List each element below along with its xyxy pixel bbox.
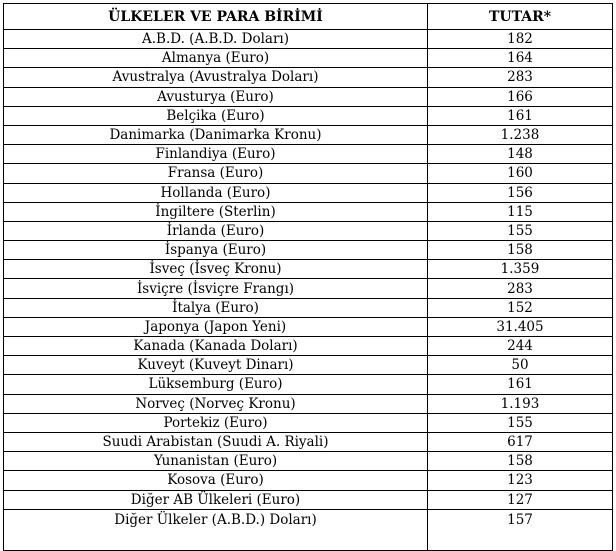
table-row xyxy=(4,509,613,550)
country-currency-cell: Japonya (Japon Yeni) xyxy=(4,317,428,336)
amount-cell: 155 xyxy=(428,221,613,240)
country-currency-cell: İsviçre (İsviçre Frangı) xyxy=(4,279,428,298)
table-row xyxy=(4,241,613,260)
amount-cell: 283 xyxy=(428,68,613,87)
table-row xyxy=(4,87,613,106)
country-currency-cell: Kosova (Euro) xyxy=(4,471,428,490)
amount-cell: 161 xyxy=(428,375,613,394)
currency-amount-table xyxy=(3,3,613,551)
amount-cell: 123 xyxy=(428,471,613,490)
amount-cell: 617 xyxy=(428,432,613,451)
table-row xyxy=(4,452,613,471)
table-row xyxy=(4,337,613,356)
table-row xyxy=(4,471,613,490)
table-row xyxy=(4,202,613,221)
amount-cell: 50 xyxy=(428,356,613,375)
amount-cell: 31.405 xyxy=(428,317,613,336)
country-currency-cell: Kanada (Kanada Doları) xyxy=(4,337,428,356)
amount-cell: 152 xyxy=(428,298,613,317)
amount-cell: 156 xyxy=(428,183,613,202)
country-currency-cell: Portekiz (Euro) xyxy=(4,413,428,432)
country-currency-cell: İsveç (İsveç Kronu) xyxy=(4,260,428,279)
amount-cell: 127 xyxy=(428,490,613,509)
amount-cell: 182 xyxy=(428,30,613,49)
table-row xyxy=(4,279,613,298)
table-row xyxy=(4,68,613,87)
country-currency-cell: Suudi Arabistan (Suudi A. Riyali) xyxy=(4,432,428,451)
country-currency-cell: Avusturya (Euro) xyxy=(4,87,428,106)
country-currency-cell: Belçika (Euro) xyxy=(4,106,428,125)
amount-cell: 1.238 xyxy=(428,125,613,144)
country-currency-cell: Kuveyt (Kuveyt Dinarı) xyxy=(4,356,428,375)
table-row xyxy=(4,145,613,164)
country-currency-cell: Norveç (Norveç Kronu) xyxy=(4,394,428,413)
table-row xyxy=(4,375,613,394)
amount-cell: 1.193 xyxy=(428,394,613,413)
table-row xyxy=(4,260,613,279)
header-row xyxy=(4,4,613,30)
amount-cell: 158 xyxy=(428,241,613,260)
table-row xyxy=(4,125,613,144)
table-row xyxy=(4,106,613,125)
country-currency-cell: Hollanda (Euro) xyxy=(4,183,428,202)
country-currency-cell: Avustralya (Avustralya Doları) xyxy=(4,68,428,87)
country-currency-cell: Diğer AB Ülkeleri (Euro) xyxy=(4,490,428,509)
country-currency-cell: Diğer Ülkeler (A.B.D.) Doları) xyxy=(4,509,428,550)
header-country-currency: ÜLKELER VE PARA BİRİMİ xyxy=(4,4,428,30)
table-row xyxy=(4,432,613,451)
table-row xyxy=(4,298,613,317)
table-row xyxy=(4,183,613,202)
table-row xyxy=(4,356,613,375)
header-amount: TUTAR* xyxy=(428,4,613,30)
country-currency-cell: Almanya (Euro) xyxy=(4,49,428,68)
amount-cell: 161 xyxy=(428,106,613,125)
amount-cell: 244 xyxy=(428,337,613,356)
country-currency-cell: Finlandiya (Euro) xyxy=(4,145,428,164)
country-currency-cell: A.B.D. (A.B.D. Doları) xyxy=(4,30,428,49)
country-currency-cell: Danimarka (Danimarka Kronu) xyxy=(4,125,428,144)
amount-cell: 164 xyxy=(428,49,613,68)
country-currency-cell: İngiltere (Sterlin) xyxy=(4,202,428,221)
table-row xyxy=(4,164,613,183)
country-currency-cell: Yunanistan (Euro) xyxy=(4,452,428,471)
amount-cell: 155 xyxy=(428,413,613,432)
amount-cell: 1.359 xyxy=(428,260,613,279)
amount-cell: 148 xyxy=(428,145,613,164)
country-currency-cell: İspanya (Euro) xyxy=(4,241,428,260)
table-row xyxy=(4,490,613,509)
table-body xyxy=(4,30,613,551)
table-row xyxy=(4,49,613,68)
amount-cell: 166 xyxy=(428,87,613,106)
amount-cell: 115 xyxy=(428,202,613,221)
amount-cell: 157 xyxy=(428,509,613,550)
country-currency-cell: Fransa (Euro) xyxy=(4,164,428,183)
table-row xyxy=(4,317,613,336)
table-row xyxy=(4,221,613,240)
table-row xyxy=(4,30,613,49)
country-currency-cell: İrlanda (Euro) xyxy=(4,221,428,240)
country-currency-cell: Lüksemburg (Euro) xyxy=(4,375,428,394)
table-row xyxy=(4,394,613,413)
amount-cell: 158 xyxy=(428,452,613,471)
country-currency-cell: İtalya (Euro) xyxy=(4,298,428,317)
amount-cell: 160 xyxy=(428,164,613,183)
table-row xyxy=(4,413,613,432)
amount-cell: 283 xyxy=(428,279,613,298)
